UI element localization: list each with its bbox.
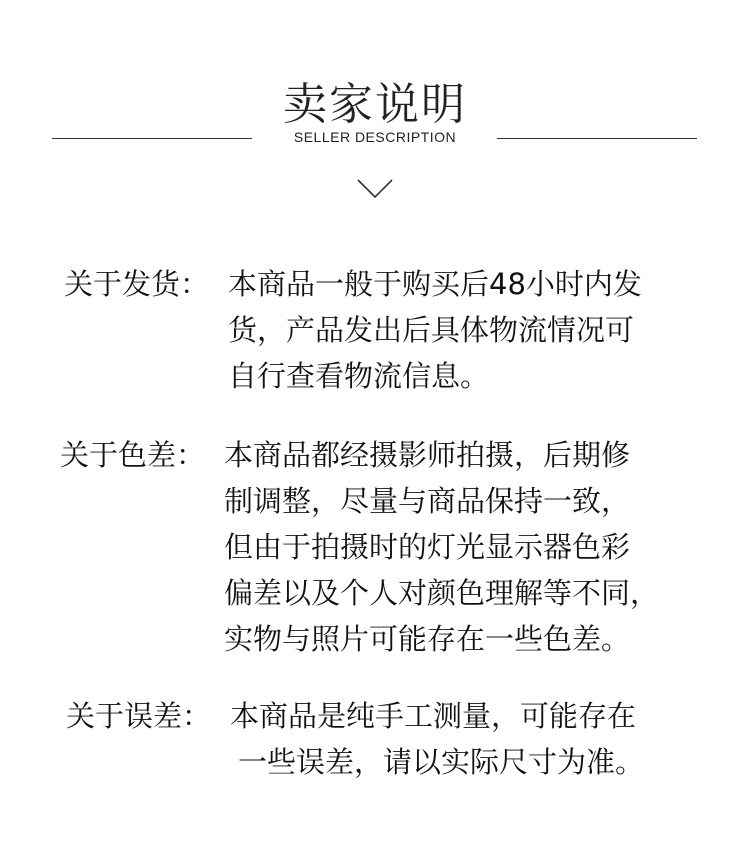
section-body xyxy=(224,432,659,662)
section-label: 关于发货： xyxy=(64,267,210,301)
text-line: 制调整，尽量与商品保持一致， xyxy=(224,484,631,518)
text-line: 本商品一般于购买后48小时内发 xyxy=(228,267,642,301)
text-line: 自行查看物流信息。 xyxy=(228,359,490,393)
text-line: 货，产品发出后具体物流情况可 xyxy=(228,313,635,347)
section-color-difference xyxy=(60,432,710,667)
section-body xyxy=(230,693,644,785)
section-measurement-error xyxy=(66,693,706,788)
section-label: 关于色差： xyxy=(60,438,206,472)
section-body xyxy=(228,261,642,399)
chevron-down-icon xyxy=(356,176,394,200)
section-label: 关于误差： xyxy=(66,699,212,733)
page-title: 卖家说明 xyxy=(283,79,467,130)
section-shipping xyxy=(64,261,704,401)
text-line: 实物与照片可能存在一些色差。 xyxy=(224,622,631,656)
page-subtitle: SELLER DESCRIPTION xyxy=(293,129,457,145)
text-line: 本商品都经摄影师拍摄，后期修 xyxy=(224,438,631,472)
text-line: 一些误差，请以实际尺寸为准。 xyxy=(238,745,645,779)
text-line: 本商品是纯手工测量，可能存在 xyxy=(230,699,637,733)
text-line: 但由于拍摄时的灯光显示器色彩 xyxy=(224,530,631,564)
divider-right xyxy=(497,138,697,139)
text-line: 偏差以及个人对颜色理解等不同， xyxy=(224,576,660,610)
